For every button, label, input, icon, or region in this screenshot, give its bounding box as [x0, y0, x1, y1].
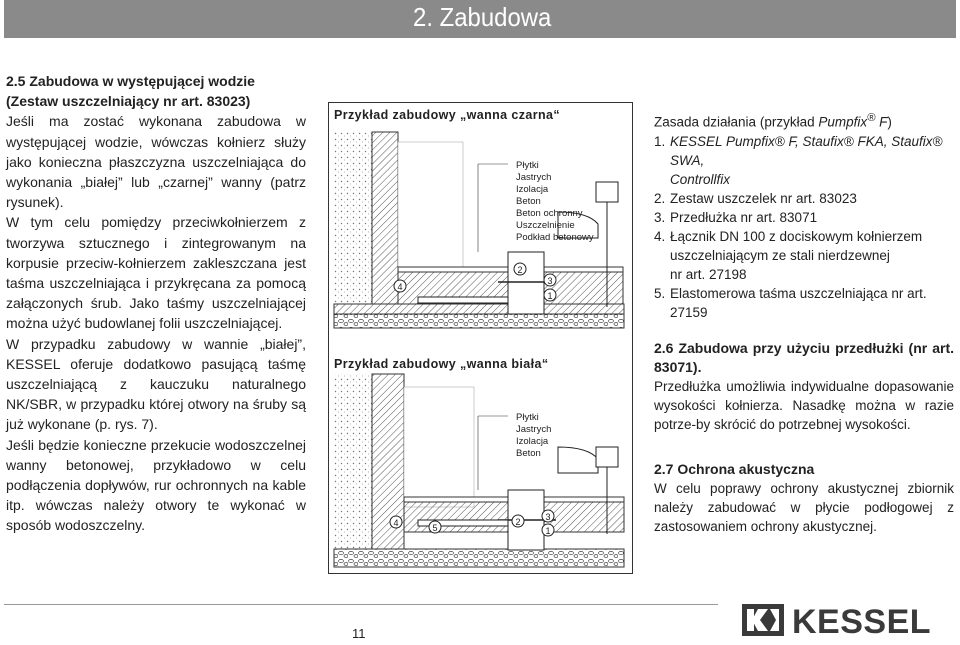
- soil-left-bottom: [334, 374, 372, 549]
- page-title: 2. Zabudowa: [412, 2, 551, 32]
- list-item: [654, 189, 954, 208]
- list-item-text: uszczelniającym ze stali nierdzewnej: [670, 247, 890, 263]
- kessel-logo-icon: [740, 600, 786, 640]
- diagram-bottom: [334, 374, 624, 567]
- callout-2-bottom-text: 2: [515, 517, 521, 527]
- list-item: [654, 284, 954, 322]
- heading-line-2: (Zestaw uszczelniający nr art. 83023): [6, 93, 251, 110]
- callout-3-top-text: 3: [547, 276, 553, 286]
- list-item-text: Przedłużka nr art. 83071: [670, 209, 818, 225]
- list-item: [654, 227, 954, 284]
- callout-4-bottom-text: 4: [393, 518, 399, 528]
- label-insulation-bottom: Izolacja: [516, 436, 549, 447]
- list-item: [654, 208, 954, 227]
- principle-title-close: ): [887, 114, 892, 130]
- label-screed-bottom: Jastrych: [516, 424, 552, 435]
- principle-title-prefix: Zasada działania (przykład: [654, 114, 819, 130]
- paragraph: W tym celu pomiędzy przeciwkołnierzem z tworzywa sztucznego i zintegrowanym na korpusie przeciw-kołnierzem zakleszczana jest taśma uszczelniająca i przykręcana za pomocą załączonych śrub. Jako taśmy uszczelniającej można użyć budowlanej folii uszczelniającej.: [6, 214, 306, 332]
- list-item-text: KESSEL Pumpfix® F, Staufix® FKA, Staufix® SWA,: [670, 133, 943, 168]
- label-concrete-top: Beton: [516, 196, 541, 207]
- list-item-number: 1.: [654, 133, 666, 149]
- left-column: [6, 71, 306, 536]
- label-tiles-top: Płytki: [516, 160, 539, 171]
- callout-4-top-text: 4: [397, 282, 403, 292]
- page-number: 11: [352, 626, 366, 641]
- heading-line-1: 2.5 Zabudowa w występującej wodzie: [6, 73, 255, 89]
- section-2-7: [654, 460, 954, 536]
- label-concrete-bottom: Beton: [516, 448, 541, 459]
- list-item-number: 2.: [654, 190, 666, 206]
- diagram-svg: [328, 102, 633, 574]
- principle-list: [654, 132, 954, 322]
- callout-2-top-text: 2: [517, 265, 523, 275]
- label-screed-top: Jastrych: [516, 172, 552, 183]
- section-2-6-body: Przedłużka umożliwia indywidualne dopasowanie wysokości kołnierza. Nasadkę można w razie potrze-by skrócić do potrzebnej wysokości.: [654, 379, 954, 432]
- callout-1-bottom-text: 1: [545, 526, 551, 536]
- wall-left: [372, 132, 398, 304]
- section-2-7-body: W celu poprawy ochrony akustycznej zbiornik należy zabudować w płycie podłogowej z zastosowaniem ochrony akustycznej.: [654, 481, 954, 534]
- list-item-number: 4.: [654, 228, 666, 244]
- section-2-7-heading: 2.7 Ochrona akustyczna: [654, 461, 815, 477]
- sump-unit-top: [508, 252, 544, 314]
- paragraph: W przypadku zabudowy w wannie „białej”, KESSEL oferuje dodatkowo pasującą taśmę uszczelniającą z kauczuku naturalnego NK/SBR, w przypadku której otwory na śruby są już wykonane (p. rys. 7).: [6, 335, 306, 433]
- room-left-bottom: [404, 387, 474, 507]
- control-box-top: [596, 182, 618, 202]
- diagram-top-title: Przykład zabudowy „wanna czarna“: [334, 108, 561, 122]
- control-box-bottom: [596, 447, 618, 467]
- kessel-logo: [740, 600, 955, 640]
- list-item-text: Controllfix: [670, 171, 731, 187]
- base-layer-top: [334, 314, 624, 328]
- principle-section: [654, 109, 954, 322]
- list-item-text: Łącznik DN 100 z dociskowym kołnierzem: [670, 228, 923, 244]
- list-item-number: 3.: [654, 209, 666, 225]
- diagram-top: [334, 132, 624, 328]
- principle-title-model: F: [875, 114, 888, 130]
- header-bar: [4, 0, 956, 38]
- kessel-logo-text: KESSEL: [792, 603, 932, 641]
- label-concrete-base-top: Podkład betonowy: [516, 232, 594, 243]
- section-2-6: [654, 339, 954, 434]
- base-layer-bottom: [334, 549, 624, 567]
- registered-mark: ®: [867, 112, 876, 124]
- diagram-bottom-title: Przykład zabudowy „wanna biała“: [334, 357, 549, 371]
- list-item-text: Elastomerowa taśma uszczelniająca nr art. 27159: [670, 285, 927, 320]
- room-left: [398, 142, 463, 272]
- label-insulation-top: Izolacja: [516, 184, 549, 195]
- principle-title: [654, 109, 954, 132]
- callout-3-bottom-text: 3: [545, 512, 551, 522]
- principle-title-product: Pumpfix: [818, 114, 868, 130]
- list-item: [654, 132, 954, 189]
- soil-left: [334, 132, 372, 304]
- section-2-6-heading: 2.6 Zabudowa przy użyciu przedłużki (nr art. 83071).: [654, 340, 954, 375]
- callout-1-top-text: 1: [547, 291, 553, 301]
- list-item-text: Zestaw uszczelek nr art. 83023: [670, 190, 857, 206]
- paragraph: Jeśli ma zostać wykonana zabudowa w występującej wodzie, wówczas kołnierz służy jako konieczna płaszczyzna uszczelniająca do wykonania „białej” lub „czarnej” wanny (patrz rysunek).: [6, 113, 306, 211]
- section-2-5-heading: [6, 71, 306, 111]
- list-item-text: nr art. 27198: [670, 266, 747, 282]
- footer-divider: [4, 604, 718, 605]
- callout-5-bottom-text: 5: [432, 523, 438, 533]
- label-tiles-bottom: Płytki: [516, 412, 539, 423]
- list-item-number: 5.: [654, 285, 666, 301]
- toilet-bottom: [558, 447, 598, 473]
- paragraph: Jeśli będzie konieczne przekucie wodoszczelnej wanny betonowej, przykładowo w celu podłączenia dopływów, rur ochronnych na kable itp. wówczas należy otwory te wykonać w sposób wodoszczelny.: [6, 436, 306, 534]
- floor-slab-top: [334, 304, 624, 314]
- label-protective-concrete-top: Beton ochronny: [516, 208, 583, 219]
- installation-diagram: [328, 102, 633, 574]
- label-sealing-top: Uszczelnienie: [516, 220, 575, 231]
- pipe-top: [418, 297, 508, 303]
